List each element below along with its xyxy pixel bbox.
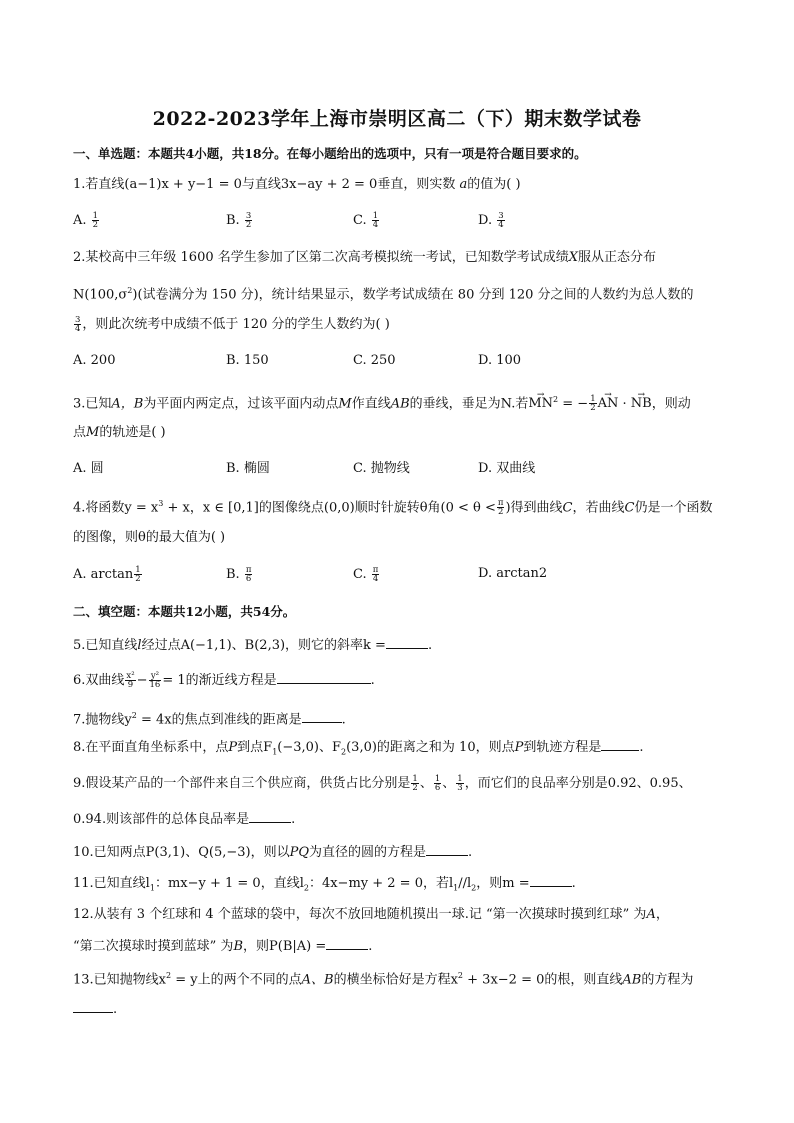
question-3-choices bbox=[73, 457, 733, 477]
choice-c: C. 250 bbox=[353, 353, 396, 368]
question-1-choices bbox=[73, 212, 733, 232]
question-13-line-2: . bbox=[73, 1000, 117, 1019]
choice-c: C. $\frac{\pi}{4}$ bbox=[353, 565, 379, 584]
answer-blank bbox=[601, 738, 639, 751]
question-8: 8.在平面直角坐标系中，点P到点$F_1(-3,0)$、$F_2(3,0)$的距离之和为 10，则点P到轨迹方程是 . bbox=[73, 740, 644, 757]
choice-b: B. 150 bbox=[226, 353, 269, 368]
question-2-line-3: $\frac{3}{4}$ ，则此次统考中成绩不低于 120 分的学生人数约为( ) bbox=[75, 315, 390, 334]
answer-blank bbox=[426, 843, 468, 856]
question-1: 1.若直线(a−1)x + y−1 = 0与直线3x−ay + 2 = 0垂直，则实数 a的值为( ) bbox=[73, 177, 521, 192]
question-5: 5.已知直线l经过点A(−1,1)、B(2,3)，则它的斜率k = . bbox=[73, 638, 433, 653]
choice-d: D. 100 bbox=[478, 353, 522, 368]
choice-d: D. 双曲线 bbox=[478, 461, 536, 476]
choice-b: B. $\frac{\pi}{6}$ bbox=[226, 565, 252, 584]
answer-blank bbox=[326, 937, 368, 950]
choice-b: B. 椭圆 bbox=[226, 461, 270, 476]
question-4-line-1: 4.将函数$y = x^3 + x$，x ∈ [0,1]的图像绕点(0,0)顺时针旋转θ角(0 < θ < $\frac{\pi}{2}$ )得到曲线C，若曲线C仍是一个函数 bbox=[73, 498, 713, 518]
question-3-line-1: 3.已知A，B为平面内两定点，过该平面内动点M作直线AB的垂线，垂足为N.若→ $MN^2$ = − $\frac{1}{2}$ → AN · → NB，则动 bbox=[73, 391, 691, 413]
answer-blank bbox=[302, 710, 342, 723]
question-12-line-2: “第二次摸球时摸到蓝球” 为B，则P(B|A) = . bbox=[73, 939, 373, 954]
choice-a: A. $\frac{1}{2}$ bbox=[73, 211, 99, 230]
question-4-choices bbox=[73, 566, 733, 586]
question-2-line-1: 2.某校高中三年级 1600 名学生参加了区第二次高考模拟统一考试，已知数学考试成绩X服从正态分布 bbox=[73, 250, 657, 265]
section-2-heading: 二、填空题：本题共12小题，共54分。 bbox=[73, 604, 296, 619]
question-9-line-2: 0.94.则该部件的总体良品率是 . bbox=[73, 812, 296, 827]
choice-d: D. $\frac{3}{4}$ bbox=[478, 211, 504, 230]
section-1-heading: 一、单选题：本题共4小题，共18分。在每小题给出的选项中，只有一项是符合题目要求的。 bbox=[73, 146, 587, 161]
question-4-line-2: 的图像，则θ的最大值为( ) bbox=[73, 530, 226, 545]
choice-d: D. arctan2 bbox=[478, 566, 548, 581]
question-9-line-1: 9.假设某产品的一个部件来自三个供应商，供货占比分别是 $\frac{1}{2}$ 、 $\frac{1}{6}$ 、 $\frac{1}{3}$ ，而它们的良品率分别是0.92、0.95、 bbox=[73, 774, 692, 793]
choice-a: A. 圆 bbox=[73, 461, 104, 476]
answer-blank bbox=[530, 874, 572, 887]
question-3-line-2: 点M的轨迹是( ) bbox=[73, 425, 166, 440]
question-10: 10.已知两点P(3,1)、Q(5,−3)，则以PQ为直径的圆的方程是 . bbox=[73, 845, 473, 860]
question-7: 7.抛物线$y^2 = 4x$的焦点到准线的距离是 . bbox=[73, 711, 346, 728]
question-13-line-1: 13.已知抛物线$x^2 = y$上的两个不同的点A、B的横坐标恰好是方程$x^2 + 3x-2 = 0$的根，则直线AB的方程为 bbox=[73, 971, 694, 988]
question-2-line-2: $N(100,\sigma^2)$(试卷满分为 150 分)，统计结果显示，数学考试成绩在 80 分到 120 分之间的人数约为总人数的 bbox=[73, 286, 694, 303]
choice-c: C. $\frac{1}{4}$ bbox=[353, 211, 379, 230]
page-title: 2022-2023学年上海市崇明区高二（下）期末数学试卷 bbox=[152, 108, 642, 130]
answer-blank bbox=[73, 1000, 113, 1013]
question-6: 6.双曲线 $\frac{\text{x²}}{9}$ − $\frac{\text{y²}}{16}$ = 1的渐近线方程是 . bbox=[73, 671, 375, 690]
choice-b: B. $\frac{3}{2}$ bbox=[226, 211, 252, 230]
answer-blank bbox=[277, 671, 371, 684]
answer-blank bbox=[249, 810, 291, 823]
question-12-line-1: 12.从装有 3 个红球和 4 个蓝球的袋中，每次不放回地随机摸出一球.记 “第一次摸球时摸到红球” 为A， bbox=[73, 907, 669, 922]
question-2-choices bbox=[73, 353, 733, 373]
choice-a: A. arctan $\frac{1}{2}$ bbox=[73, 565, 141, 584]
choice-c: C. 抛物线 bbox=[353, 461, 410, 476]
answer-blank bbox=[386, 636, 428, 649]
choice-a: A. 200 bbox=[73, 353, 116, 368]
question-11: 11.已知直线$l_1$：mx−y + 1 = 0，直线$l_2$：4x−my + 2 = 0，若$l_1//l_2$，则m = . bbox=[73, 876, 576, 893]
